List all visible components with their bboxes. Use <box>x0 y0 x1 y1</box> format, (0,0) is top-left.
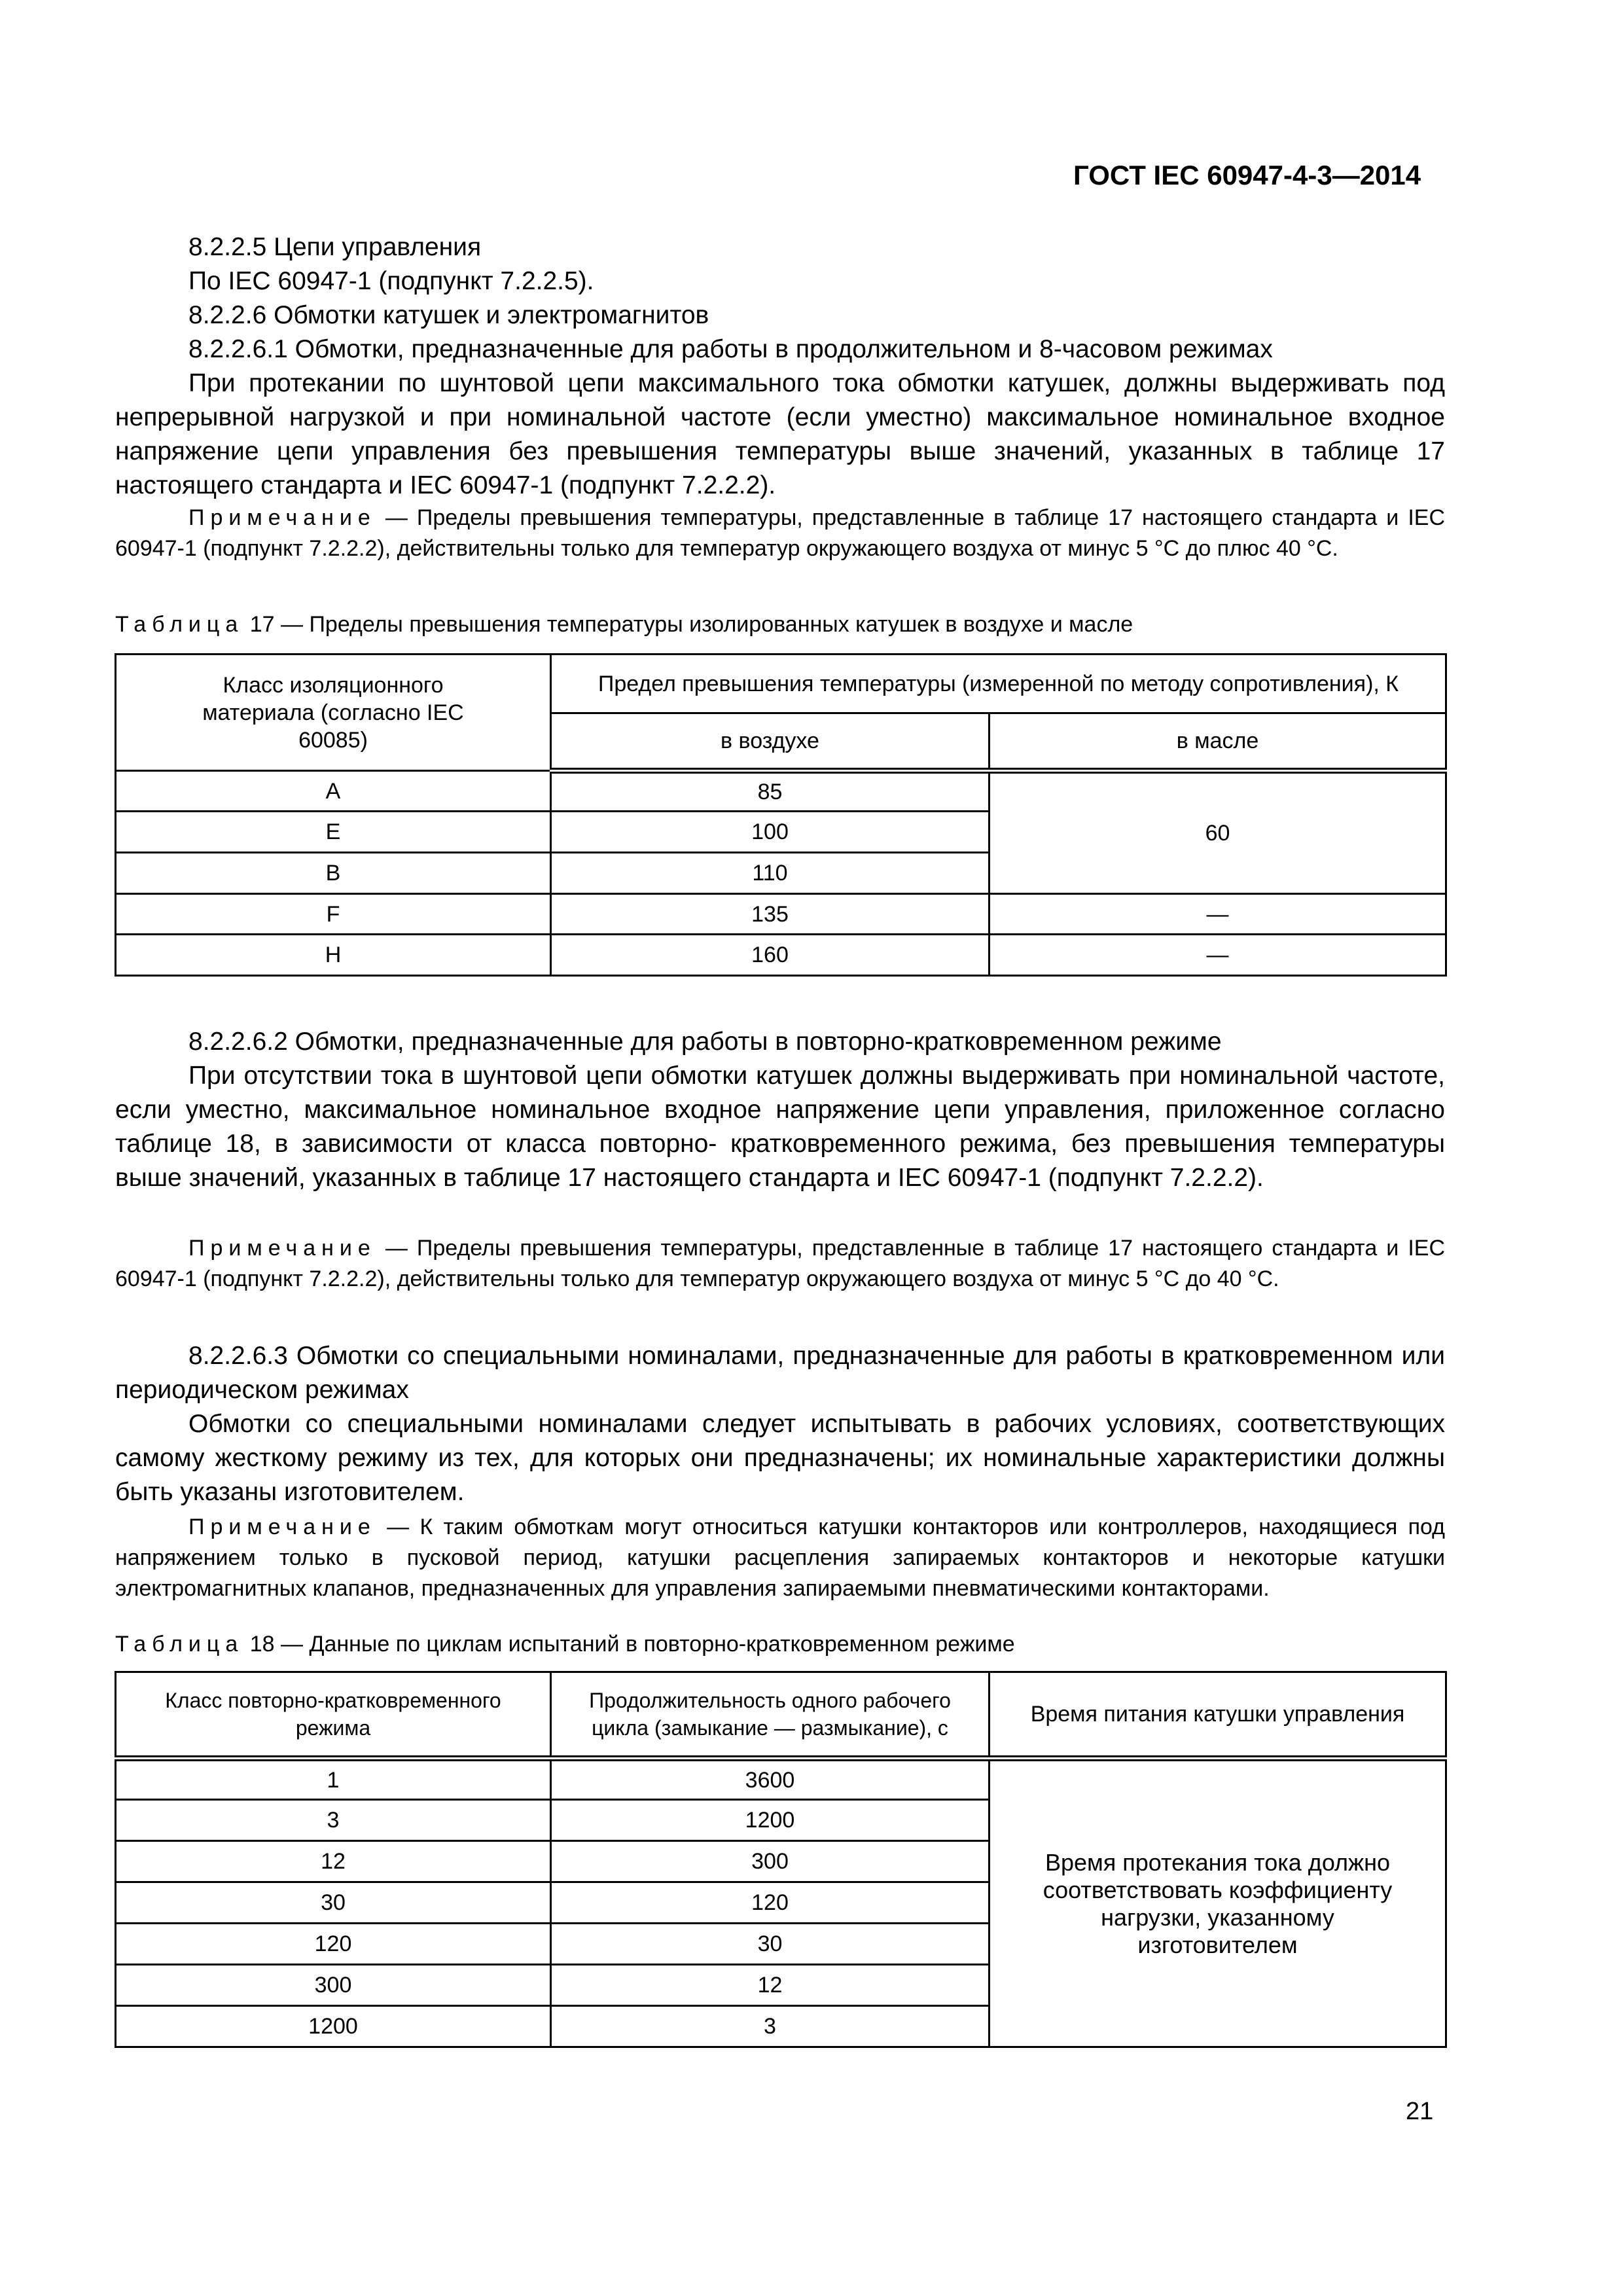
table-17-header-group: Предел превышения температуры (измеренной по методу сопротивления), К <box>551 655 1446 713</box>
cell-duration: 1200 <box>551 1800 990 1841</box>
cell-class: 1 <box>116 1759 551 1800</box>
cell-air: 110 <box>551 853 990 894</box>
table-18-caption <box>115 1630 1445 1659</box>
table-18-header-supply-time: Время питания катушки управления <box>990 1672 1446 1759</box>
table-17-header-class: Класс изоляционного материала (согласно IEC 60085) <box>116 655 551 771</box>
note-1 <box>115 503 1445 564</box>
table-17-header-oil: в масле <box>990 713 1446 771</box>
table-row <box>116 935 1446 976</box>
section-block-2 <box>115 1025 1445 1195</box>
heading-8-2-2-6-2: 8.2.2.6.2 Обмотки, предназначенные для работы в повторно-кратковременном режиме <box>188 1028 1222 1056</box>
cell-class: F <box>116 894 551 935</box>
cell-class: 120 <box>116 1924 551 1965</box>
cell-class: 30 <box>116 1882 551 1924</box>
cell-class: 300 <box>116 1965 551 2006</box>
table-row <box>116 771 1446 812</box>
note-text: — Пределы превышения температуры, представленные в таблице 17 настоящего стандарта и IEC 60947-1 (подпункт 7.2.2.2), действительны только для температур окружающего воздуха от минус 5 °С до плюс 40 °С. <box>115 505 1445 561</box>
paragraph-8-2-2-6-2: При отсутствии тока в шунтовой цепи обмотки катушек должны выдерживать при номинальной частоте, если уместно, максимальное номинальное входное напряжение цепи управления, приложенное согласно таблице 18, в зависимости от класса повторно- кратковременного режима, без превышения температуры выше значений, указанных в таблице 17 настоящего стандарта и IEC 60947-1 (подпункт 7.2.2.2). <box>115 1062 1445 1192</box>
cell-class: 12 <box>116 1841 551 1882</box>
cell-supply-time-merged: Время протекания тока должно соответствовать коэффициенту нагрузки, указанному изготовителем <box>990 1759 1446 2047</box>
table-18-header-duration: Продолжительность одного рабочего цикла (замыкание — размыкание), с <box>551 1672 990 1759</box>
page-number: 21 <box>1406 2098 1434 2125</box>
table-17-caption <box>115 610 1445 639</box>
heading-8-2-2-6: 8.2.2.6 Обмотки катушек и электромагнитов <box>188 301 709 329</box>
table-17-header-air: в воздухе <box>551 713 990 771</box>
paragraph-8-2-2-6-3: Обмотки со специальными номиналами следует испытывать в рабочих условиях, соответствующих самому жесткому режиму из тех, для которых они предназначены; их номинальные характеристики должны быть указаны изготовителем. <box>115 1410 1445 1506</box>
cell-duration: 3600 <box>551 1759 990 1800</box>
paragraph-8-2-2-5: По IEC 60947-1 (подпункт 7.2.2.5). <box>188 267 594 295</box>
note-label: Примечание <box>188 1515 376 1539</box>
cell-air: 100 <box>551 812 990 853</box>
note-label: Примечание <box>188 1236 376 1261</box>
cell-duration: 300 <box>551 1841 990 1882</box>
section-block-1 <box>115 230 1445 503</box>
document-code: ГОСТ IEC 60947-4-3—2014 <box>1073 160 1421 190</box>
table-17 <box>115 653 1447 977</box>
table-row <box>116 1759 1446 1800</box>
cell-oil-merged: 60 <box>990 771 1446 894</box>
cell-class: E <box>116 812 551 853</box>
cell-class: 1200 <box>116 2006 551 2047</box>
cell-oil: — <box>990 935 1446 976</box>
note-2 <box>115 1233 1445 1295</box>
note-text: — К таким обмоткам могут относиться катушки контакторов или контроллеров, находящиеся под напряжением только в пусковой период, катушки расцепления запираемых контакторов и некоторые катушки электромагнитных клапанов, предназначенных для управления запираемыми пневматическими контакторами. <box>115 1515 1445 1601</box>
cell-duration: 12 <box>551 1965 990 2006</box>
heading-8-2-2-5: 8.2.2.5 Цепи управления <box>188 233 482 261</box>
note-3 <box>115 1512 1445 1604</box>
table-18-header-class: Класс повторно-кратковременного режима <box>116 1672 551 1759</box>
cell-air: 160 <box>551 935 990 976</box>
cell-class: B <box>116 853 551 894</box>
heading-8-2-2-6-1: 8.2.2.6.1 Обмотки, предназначенные для работы в продолжительном и 8-часовом режимах <box>188 335 1273 363</box>
heading-8-2-2-6-3: 8.2.2.6.3 Обмотки со специальными номиналами, предназначенные для работы в кратковременном или периодическом режимах <box>115 1342 1445 1404</box>
table-row <box>116 894 1446 935</box>
cell-duration: 3 <box>551 2006 990 2047</box>
caption-text: 17 — Пределы превышения температуры изолированных катушек в воздухе и масле <box>243 612 1133 637</box>
caption-label: Таблица <box>115 612 244 637</box>
table-18 <box>115 1671 1447 2048</box>
caption-text: 18 — Данные по циклам испытаний в повторно-кратковременном режиме <box>243 1632 1015 1657</box>
cell-class: H <box>116 935 551 976</box>
section-block-3 <box>115 1339 1445 1509</box>
cell-class: 3 <box>116 1800 551 1841</box>
note-text: — Пределы превышения температуры, представленные в таблице 17 настоящего стандарта и IEC 60947-1 (подпункт 7.2.2.2), действительны только для температур окружающего воздуха от минус 5 °С до 40 °С. <box>115 1236 1445 1291</box>
cell-oil: — <box>990 894 1446 935</box>
caption-label: Таблица <box>115 1632 244 1657</box>
cell-duration: 30 <box>551 1924 990 1965</box>
note-label: Примечание <box>188 505 376 530</box>
cell-air: 135 <box>551 894 990 935</box>
cell-duration: 120 <box>551 1882 990 1924</box>
paragraph-8-2-2-6-1: При протекании по шунтовой цепи максимального тока обмотки катушек, должны выдерживать под непрерывной нагрузкой и при номинальной частоте (если уместно) максимальное номинальное входное напряжение цепи управления без превышения температуры выше значений, указанных в таблице 17 настоящего стандарта и IEC 60947-1 (подпункт 7.2.2.2). <box>115 369 1445 499</box>
cell-air: 85 <box>551 771 990 812</box>
cell-class: A <box>116 771 551 812</box>
